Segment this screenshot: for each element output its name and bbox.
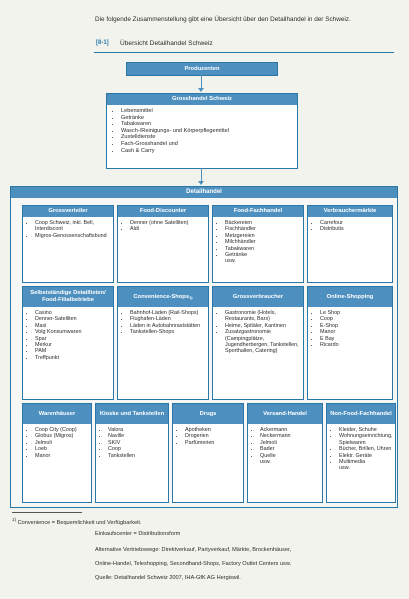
source-line-3: Online-Handel, Teleshopping, Secondhand-Shops, Factory Outlet Centers usw.: [95, 561, 292, 567]
grosshandel-item: • Zustelldienste: [121, 134, 293, 141]
category-item: • Jelmoli: [35, 440, 89, 446]
category-box: [212, 205, 304, 283]
category-item: • Bader: [260, 446, 320, 452]
category-item: • E-Shop: [320, 323, 390, 329]
category-box: [247, 403, 323, 503]
category-item: • Coop City (Coop): [35, 427, 89, 433]
category-item: • Elektr. Geräte: [339, 453, 393, 459]
grosshandel-item: • Wasch-/Reinigungs- und Körperpflegemittel: [121, 128, 293, 135]
footnote-rule: [12, 512, 82, 513]
category-item: • Metzgereien: [225, 233, 301, 239]
category-item: • Coop: [320, 316, 390, 322]
category-item: • Naville: [108, 433, 166, 439]
category-box: [307, 286, 393, 400]
category-item: • Milchhändler: [225, 239, 301, 245]
category-box: [212, 286, 304, 400]
category-item: • Läden in Autobahnraststätten: [130, 323, 206, 329]
category-extra: usw.: [225, 258, 236, 265]
category-title-text: Versand-Handel: [263, 410, 307, 417]
category-title: [118, 287, 208, 307]
category-title: [213, 287, 303, 307]
produzenten-label: Produzenten: [127, 63, 277, 75]
category-item: • Coop Schweiz, inkl. Bell, Interdiscont: [35, 220, 111, 233]
category-box: [117, 286, 209, 400]
category-item: • Treffpunkt: [35, 355, 111, 361]
grosshandel-list: [107, 105, 297, 154]
grosshandel-box: [106, 93, 298, 169]
category-title-text: Food-Discounter: [139, 208, 187, 214]
arrow-down-icon: [198, 181, 204, 185]
category-list: [23, 217, 113, 239]
category-item: • E Bay: [320, 336, 390, 342]
category-item: • Denner (ohne Satelliten): [130, 220, 206, 226]
grosshandel-item: • Getränke: [121, 115, 293, 122]
category-list: [248, 424, 322, 459]
category-item: • Maxi: [35, 323, 111, 329]
category-list: [213, 217, 303, 258]
category-item: • Aldi: [130, 226, 206, 232]
category-item: • Bahnhof-Läden (Rail-Shops): [130, 310, 206, 316]
category-list: [96, 424, 168, 459]
source-line-4: Quelle: Detailhandel Schweiz 2007, IHA-GfK AG Hergiswil.: [95, 575, 241, 581]
category-title-text: Warenhäuser: [38, 410, 76, 417]
category-title: [96, 404, 168, 424]
category-item: • Bäckereien: [225, 220, 301, 226]
footnote-marker: 1): [189, 294, 193, 300]
produzenten-box: [126, 62, 278, 76]
category-box: [117, 205, 209, 283]
category-title-text: Food-Fachhandel: [233, 208, 283, 214]
arrow-down-icon: [198, 88, 204, 92]
category-title-text: Online-Shopping: [326, 293, 374, 300]
category-title: [23, 287, 113, 307]
category-item: • Flughafen-Läden: [130, 316, 206, 322]
category-item: • Spar: [35, 336, 111, 342]
category-box: [22, 286, 114, 400]
category-item: • Ackermann: [260, 427, 320, 433]
grosshandel-item: • Tabakwaren: [121, 121, 293, 128]
category-item: • Parfümerien: [185, 440, 241, 446]
grosshandel-title: Grosshandel Schweiz: [107, 94, 297, 105]
category-list: [308, 307, 392, 348]
category-title-text: Convenience-Shops: [133, 293, 190, 300]
category-item: • Manor: [320, 329, 390, 335]
category-extra: usw.: [339, 465, 350, 472]
category-item: • Tabakwaren: [225, 246, 301, 252]
category-item: • Coop: [108, 446, 166, 452]
category-list: [118, 307, 208, 336]
intro-text: Die folgende Zusammenstellung gibt eine Übersicht über den Detailhandel in der Schweiz.: [95, 16, 351, 23]
category-item: • Heime, Spitäler, Kantinen: [225, 323, 301, 329]
category-box: [326, 403, 396, 503]
category-item: • Globus (Migros): [35, 433, 89, 439]
grosshandel-item: • Lebensmittel: [121, 108, 293, 115]
category-item: • Wohnungseinrichtung, Spielwaren: [339, 433, 393, 446]
category-item: • Jelmoli: [260, 440, 320, 446]
footnote-text: Convenience = Bequemlichkeit und Verfügbarkeit.: [17, 519, 142, 526]
category-list: [213, 307, 303, 355]
category-item: • Fischhändler: [225, 226, 301, 232]
category-item: • Multimedia: [339, 459, 393, 465]
category-list: [327, 424, 395, 465]
category-title: [308, 206, 392, 217]
figure-number: [8-1]: [96, 40, 109, 46]
category-item: • Bücher, Brillen, Uhren: [339, 446, 393, 452]
category-item: • Kleider, Schuhe: [339, 427, 393, 433]
category-title: [23, 206, 113, 217]
category-item: • Le Shop: [320, 310, 390, 316]
category-item: • Valora: [108, 427, 166, 433]
grosshandel-item: • Fach-Grosshandel und: [121, 141, 293, 148]
category-title: [173, 404, 243, 424]
category-list: [308, 217, 392, 233]
category-title-text: Grossverteiler: [48, 208, 88, 214]
figure-title-rule: [94, 52, 394, 53]
category-box: [95, 403, 169, 503]
category-title-text: Selbstständige Detaillisten/ Food-Filialbetriebe: [30, 290, 106, 303]
category-title: [327, 404, 395, 424]
category-box: [22, 205, 114, 283]
category-item: • Quelle: [260, 453, 320, 459]
category-box: [307, 205, 393, 283]
category-item: • PAM: [35, 348, 111, 354]
category-item: • Ricardo: [320, 342, 390, 348]
figure-title: Übersicht Detailhandel Schweiz: [120, 40, 213, 47]
category-item: • Loeb: [35, 446, 89, 452]
category-item: • Drogerien: [185, 433, 241, 439]
category-item: • Casino: [35, 310, 111, 316]
category-extra: usw.: [260, 459, 271, 466]
category-title-text: Non-Food-Fachhandel: [330, 410, 392, 417]
category-title: [23, 404, 91, 424]
category-title-text: Verbrauchermärkte: [323, 208, 377, 214]
category-item: • Gastronomie (Hotels, Restaurants, Bars): [225, 310, 301, 323]
category-item: • Carrefour: [320, 220, 390, 226]
category-box: [22, 403, 92, 503]
category-box: [172, 403, 244, 503]
category-item: • Migros-Genossenschaftsbund: [35, 233, 111, 239]
category-title: [308, 287, 392, 307]
category-item: • Apotheken: [185, 427, 241, 433]
category-item: • Volg Konsumwaren: [35, 329, 111, 335]
footnote: $^{1)}$ Convenience = Bequemlichkeit und Verfügbarkeit.: [12, 517, 142, 526]
category-list: [23, 307, 113, 361]
category-item: • Zusatzgastronomie (Campingplätze, Jugendherbergen, Tankstellen, Sporthallen, Catering): [225, 329, 301, 355]
category-title: [118, 206, 208, 217]
category-title-text: Kioske und Tankstellen: [99, 410, 165, 417]
source-line-1: Einkaufscenter = Distributionsform: [95, 531, 181, 537]
connector-grosshandel: [201, 168, 202, 182]
category-item: • Tankstellen: [108, 453, 166, 459]
grosshandel-item: • Cash & Carry: [121, 148, 293, 155]
category-title: [213, 206, 303, 217]
category-list: [118, 217, 208, 233]
category-item: • Merkur: [35, 342, 111, 348]
category-title: [248, 404, 322, 424]
detailhandel-title: Detailhandel: [11, 187, 397, 198]
category-item: • SKIV: [108, 440, 166, 446]
category-list: [23, 424, 91, 459]
category-title-text: Grossverbraucher: [232, 293, 284, 300]
category-item: • Denner-Satelliten: [35, 316, 111, 322]
category-item: • Manor: [35, 453, 89, 459]
category-item: • Distributis: [320, 226, 390, 232]
category-title-text: Drugs: [199, 410, 217, 417]
category-item: • Getränke: [225, 252, 301, 258]
connector-produzenten: [201, 75, 202, 89]
category-item: • Neckermann: [260, 433, 320, 439]
category-list: [173, 424, 243, 446]
category-item: • Tankstellen-Shops: [130, 329, 206, 335]
source-line-2: Alternative Vertriebswege: Direktverkauf, Partyverkauf, Märkte, Brockenhäuser,: [95, 547, 292, 553]
